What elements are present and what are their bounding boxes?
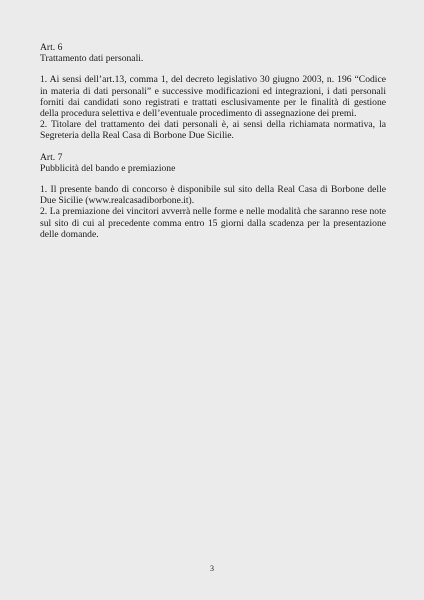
article-7-paragraph-2: 2. La premiazione dei vincitori avverrà nelle forme e nelle modalità che saranno rese note sul sito di cui al precedente comma entro 15 giorni dalla scadenza per la presentazione delle domande. xyxy=(40,206,386,240)
article-7-number: Art. 7 xyxy=(40,151,63,163)
page-number: 3 xyxy=(210,564,214,573)
article-6-paragraph-2: 2. Titolare del trattamento dei dati personali è, ai sensi della richiamata normativa, la Segreteria della Real Casa di Borbone Due Sicilie. xyxy=(40,119,386,142)
article-7 xyxy=(40,152,386,240)
article-6 xyxy=(40,42,386,142)
document-body xyxy=(40,42,386,240)
article-6-title: Trattamento dati personali. xyxy=(40,53,144,65)
article-6-number: Art. 6 xyxy=(40,42,63,53)
article-6-paragraph-1: 1. Ai sensi dell’art.13, comma 1, del decreto legislativo 30 giugno 2003, n. 196 “Codice in materia di dati personali” e successive modificazioni ed integrazioni, i dati personali forniti dai candidati sono registrati e trattati esclusivamente per le finalità di gestione della procedura selettiva e dell’eventuale procedimento di assegnazione dei premi. xyxy=(40,74,386,120)
article-7-paragraph-1: 1. Il presente bando di concorso è disponibile sul sito della Real Casa di Borbone delle Due Sicilie (www.realcasadiborbone.it). xyxy=(40,184,386,207)
article-7-title: Pubblicità del bando e premiazione xyxy=(40,162,176,174)
